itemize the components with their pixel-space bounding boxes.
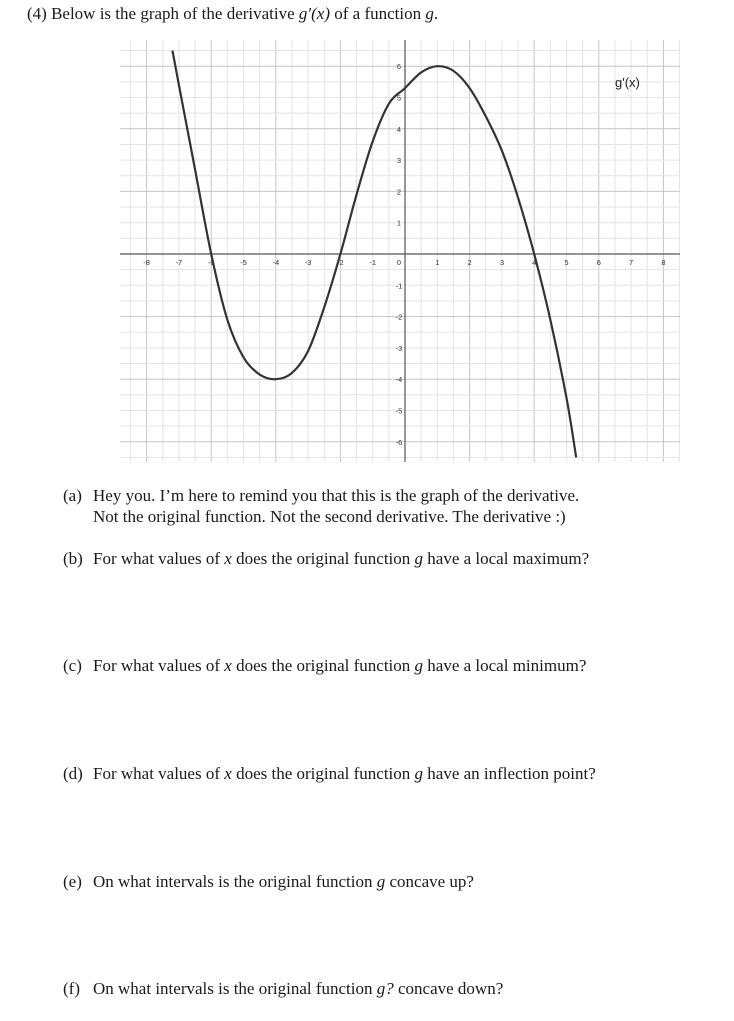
y-tick-label: 5 (396, 93, 402, 103)
x-tick-label: 5 (564, 258, 569, 267)
y-tick-label: -1 (395, 281, 403, 291)
x-tick-label: 7 (629, 258, 634, 267)
question-f-text-end: concave down? (393, 979, 504, 998)
title-text-mid: of a function (330, 4, 426, 23)
question-d-text-mid: does the original function (231, 764, 415, 783)
question-d-text: For what values of (93, 764, 225, 783)
x-tick-label: 8 (661, 258, 666, 267)
question-c-label: (c) (63, 656, 82, 675)
question-a-label: (a) (63, 486, 82, 505)
x-tick-label: -3 (304, 258, 312, 267)
question-b-text-mid: does the original function (231, 549, 415, 568)
x-tick-label: -2 (337, 258, 344, 267)
axes (120, 40, 680, 462)
y-tick-label: 3 (396, 156, 402, 166)
problem-title (27, 4, 438, 24)
y-tick-label: -6 (395, 437, 403, 447)
title-text: (4) Below is the graph of the derivative (27, 4, 299, 23)
y-tick-label: -3 (395, 343, 403, 353)
y-tick-label: 1 (396, 218, 402, 228)
question-f (63, 979, 503, 999)
question-f-var: g? (376, 979, 394, 998)
question-e-label: (e) (63, 872, 82, 891)
question-a (63, 486, 579, 506)
x-tick-label: -7 (175, 258, 183, 267)
question-c (63, 656, 586, 676)
x-tick-label: -8 (143, 258, 150, 267)
question-e-text: On what intervals is the original function (93, 872, 377, 891)
question-b-var: x (224, 549, 232, 568)
question-b-label: (b) (63, 549, 83, 568)
question-e-text-end: concave up? (385, 872, 474, 891)
title-end: . (433, 4, 439, 23)
question-d-label: (d) (63, 764, 83, 783)
title-math: g′(x) (298, 4, 331, 23)
x-tick-label: -4 (272, 258, 280, 267)
y-tick-label: -4 (395, 375, 403, 385)
x-tick-label: -5 (240, 258, 247, 267)
question-c-text-end: have a local minimum? (423, 656, 587, 675)
derivative-graph (120, 40, 680, 462)
y-tick-label: -2 (395, 312, 403, 322)
question-a-line2: Not the original function. Not the second derivative. The derivative :) (93, 507, 566, 526)
question-c-var2: g (414, 656, 424, 675)
question-b (63, 549, 589, 569)
grid (120, 40, 680, 462)
x-tick-label: 6 (596, 258, 601, 267)
question-c-text-mid: does the original function (231, 656, 415, 675)
legend-label: g'(x) (615, 75, 640, 90)
question-f-label: (f) (63, 979, 80, 998)
y-tick-label: 2 (396, 187, 402, 197)
x-tick-label: 1 (435, 258, 440, 267)
title-var: g (425, 4, 434, 23)
question-a-continued (93, 507, 566, 527)
x-tick-label: -1 (369, 258, 377, 267)
question-d-var2: g (414, 764, 424, 783)
question-e (63, 872, 474, 892)
y-tick-label: 6 (396, 62, 402, 72)
question-a-line1: Hey you. I’m here to remind you that this is the graph of the derivative. (93, 486, 580, 505)
x-tick-label: 3 (499, 258, 504, 267)
question-c-text: For what values of (93, 656, 225, 675)
y-tick-label: 4 (396, 124, 402, 134)
question-f-text: On what intervals is the original function (93, 979, 377, 998)
question-c-var: x (224, 656, 232, 675)
x-tick-label: 0 (396, 258, 402, 267)
y-tick-label: -5 (395, 406, 403, 416)
x-tick-label: 4 (532, 258, 537, 267)
x-tick-label: 2 (467, 258, 472, 267)
question-d-text-end: have an inflection point? (423, 764, 596, 783)
question-e-var: g (376, 872, 386, 891)
question-d-var: x (224, 764, 232, 783)
question-b-var2: g (414, 549, 424, 568)
question-b-text-end: have a local maximum? (423, 549, 590, 568)
x-tick-label: -6 (207, 258, 215, 267)
question-b-text: For what values of (93, 549, 225, 568)
question-d (63, 764, 596, 784)
